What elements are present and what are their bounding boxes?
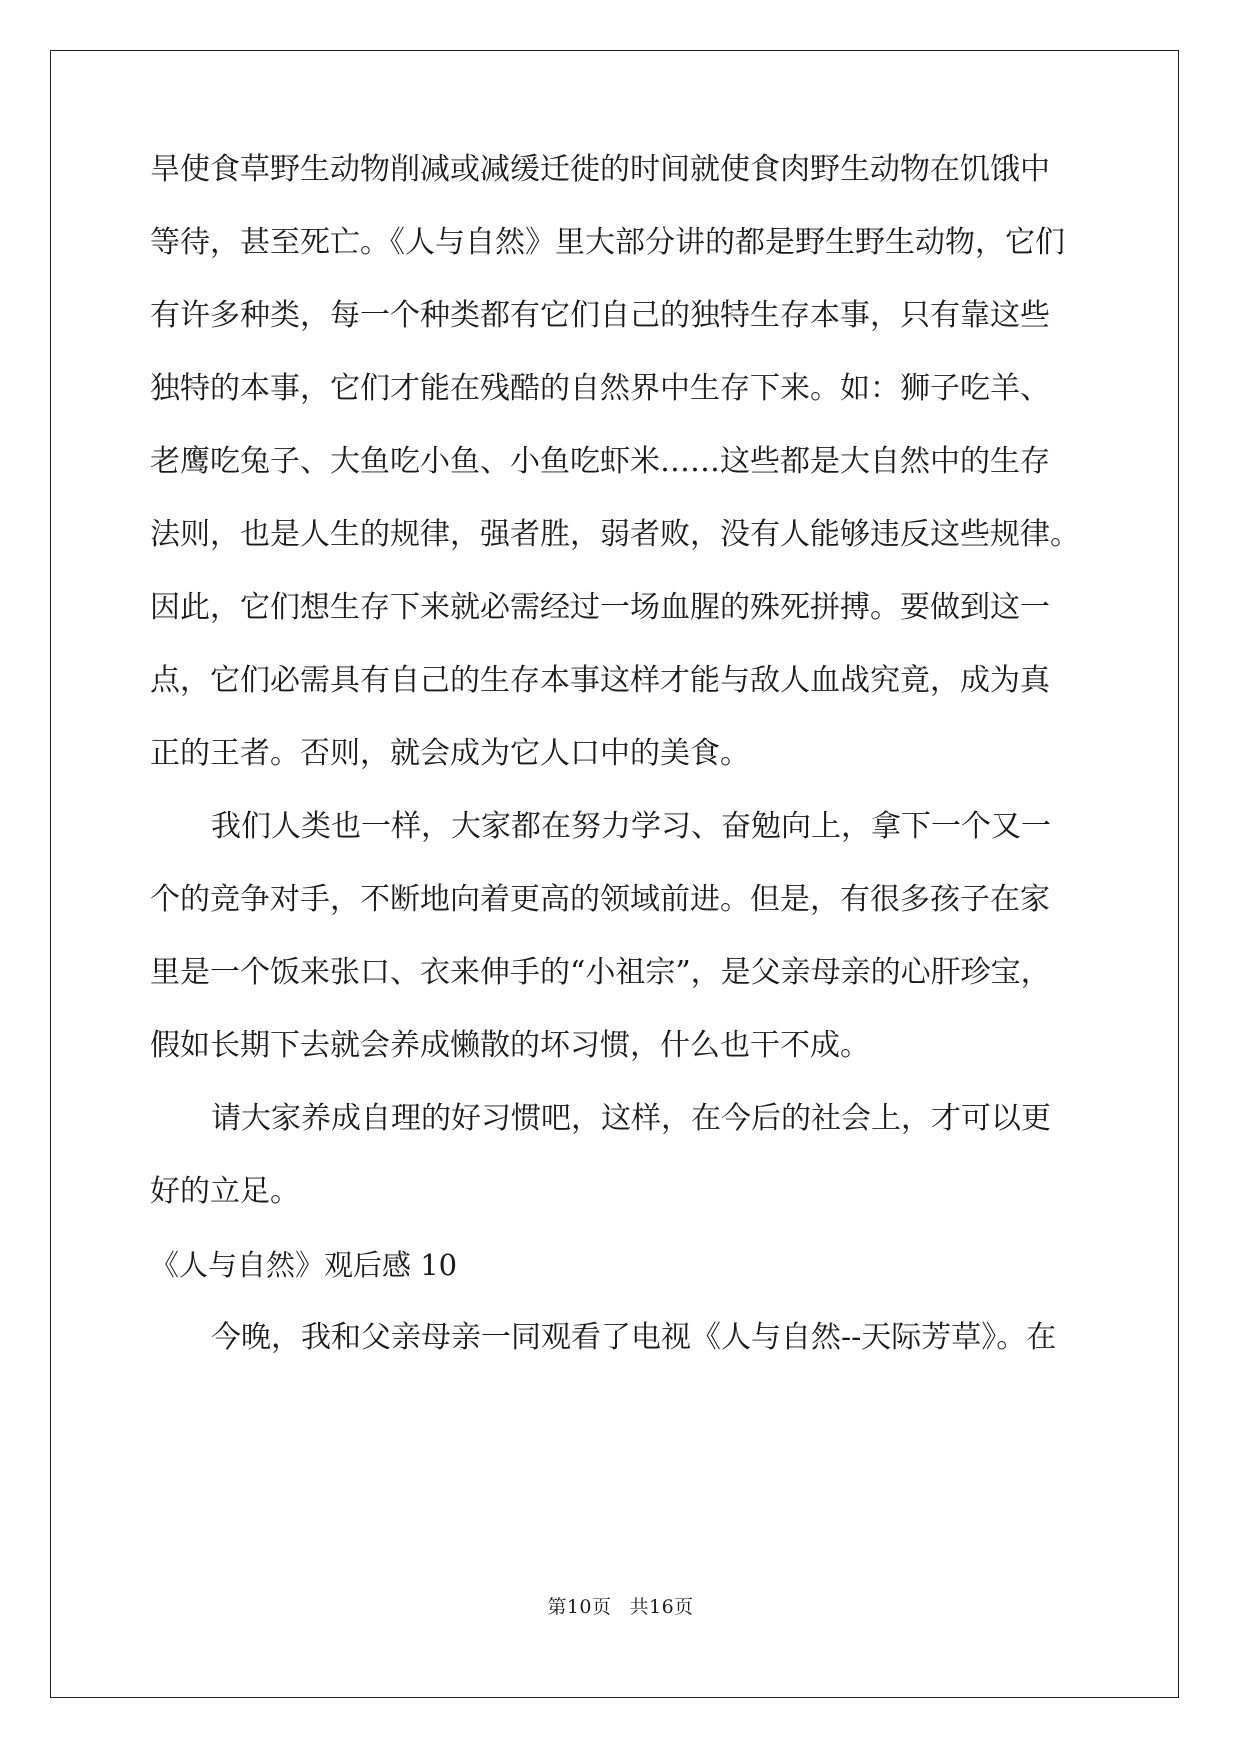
paragraph-line: 因此，它们想生存下来就必需经过一场血腥的殊死拼搏。要做到这一 (150, 590, 1050, 625)
paragraph-line: 个的竞争对手，不断地向着更高的领域前进。但是，有很多孩子在家 (150, 882, 1050, 917)
paragraph-line: 法则，也是人生的规律，强者胜，弱者败，没有人能够违反这些规律。 (150, 517, 1080, 552)
paragraph-line: 今晚，我和父亲母亲一同观看了电视《人与自然--天际芳草》。在 (211, 1320, 1057, 1355)
paragraph-line: 独特的本事，它们才能在残酷的自然界中生存下来。如：狮子吃羊、 (150, 371, 1050, 406)
paragraph-line: 旱使食草野生动物削减或减缓迁徙的时间就使食肉野生动物在饥饿中 (150, 152, 1050, 187)
page-total: 共16页 (629, 1596, 694, 1618)
page-footer (0, 1592, 1241, 1619)
paragraph-line: 假如长期下去就会养成懒散的坏习惯，什么也干不成。 (150, 1028, 870, 1063)
paragraph-line: 点，它们必需具有自己的生存本事这样才能与敌人血战究竟，成为真 (150, 663, 1050, 698)
paragraph-line: 老鹰吃兔子、大鱼吃小鱼、小鱼吃虾米……这些都是大自然中的生存 (150, 444, 1050, 479)
paragraph-line: 正的王者。否则，就会成为它人口中的美食。 (150, 736, 750, 771)
paragraph-line: 请大家养成自理的好习惯吧，这样，在今后的社会上，才可以更 (211, 1101, 1051, 1136)
paragraph-line: 有许多种类，每一个种类都有它们自己的独特生存本事，只有靠这些 (150, 298, 1050, 333)
paragraph-line: 等待，甚至死亡。《人与自然》里大部分讲的都是野生野生动物，它们 (150, 225, 1065, 260)
paragraph-line: 我们人类也一样，大家都在努力学习、奋勉向上，拿下一个又一 (211, 809, 1051, 844)
section-heading: 《人与自然》观后感 10 (150, 1248, 458, 1282)
paragraph-line: 里是一个饭来张口、衣来伸手的“小祖宗”，是父亲母亲的心肝珍宝， (150, 955, 1051, 990)
page-number: 第10页 (547, 1596, 612, 1618)
paragraph-line: 好的立足。 (150, 1174, 300, 1209)
